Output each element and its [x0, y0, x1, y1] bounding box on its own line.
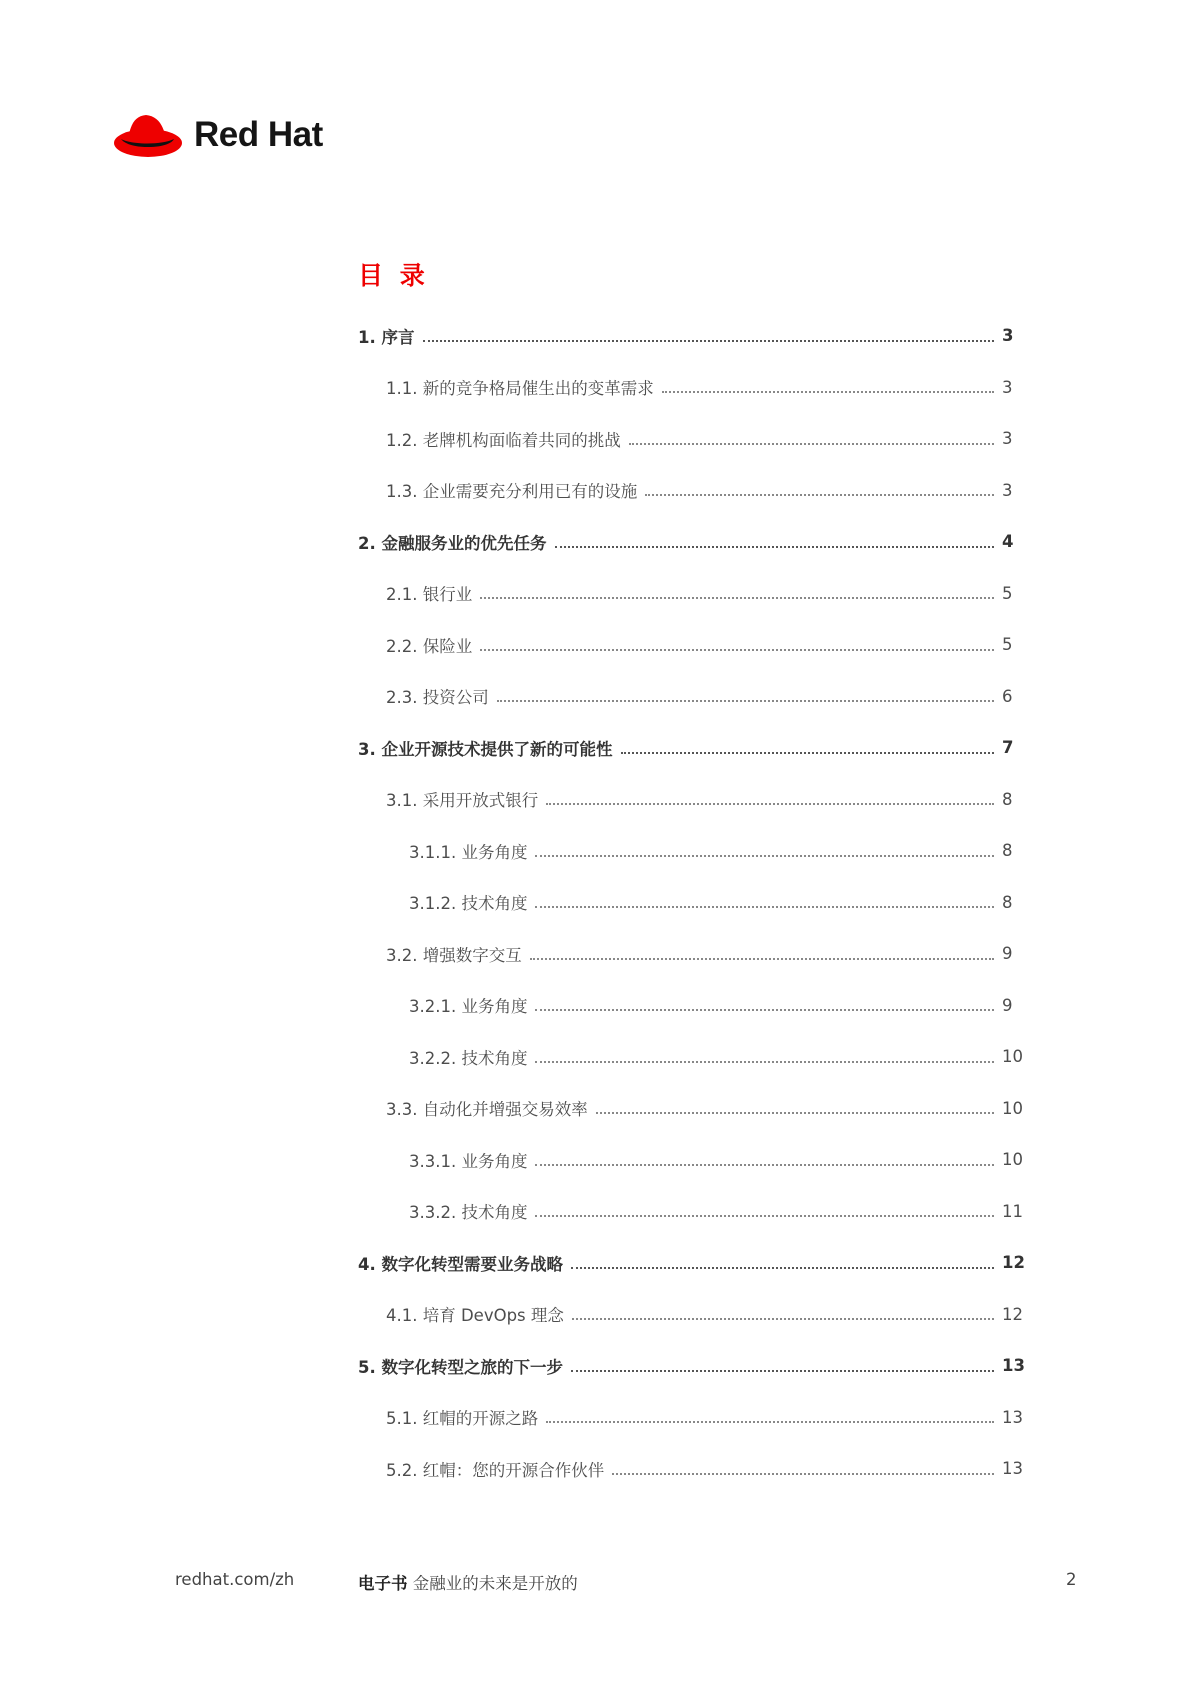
toc-entry-page: 3 [1002, 429, 1013, 449]
toc-title: 目 录 [358, 261, 429, 290]
toc-entry-label: 2. 金融服务业的优先任务 [358, 533, 547, 553]
toc-entry-label: 3.2.1. 业务角度 [409, 997, 528, 1017]
toc-entry-page: 6 [1002, 686, 1013, 706]
toc-leader-dots [535, 906, 994, 908]
toc-entry-label: 2.3. 投资公司 [386, 688, 489, 708]
toc-entry-page: 10 [1002, 1098, 1023, 1118]
toc-entry[interactable] [358, 310, 1028, 362]
toc-entry[interactable] [358, 1237, 1028, 1289]
toc-leader-dots [662, 391, 994, 393]
toc-entry-label: 4. 数字化转型需要业务战略 [358, 1254, 563, 1274]
toc-entry[interactable] [358, 619, 1028, 671]
toc-entry-label: 3. 企业开源技术提供了新的可能性 [358, 739, 613, 759]
toc-entry[interactable] [358, 1031, 1028, 1083]
toc-entry[interactable] [358, 568, 1028, 620]
toc-entry-page: 3 [1002, 326, 1014, 346]
toc-entry-label: 1.1. 新的竞争格局催生出的变革需求 [386, 379, 654, 399]
toc-entry-page: 7 [1002, 738, 1014, 758]
toc-entry[interactable] [358, 1083, 1028, 1135]
toc-entry-label: 2.2. 保险业 [386, 636, 473, 656]
toc-entry-page: 12 [1002, 1304, 1023, 1324]
toc-entry-page: 13 [1002, 1356, 1025, 1376]
toc-entry-page: 4 [1002, 532, 1014, 552]
toc-entry[interactable] [358, 671, 1028, 723]
toc-entry[interactable] [358, 1443, 1028, 1495]
toc-entry-label: 5. 数字化转型之旅的下一步 [358, 1357, 563, 1377]
toc-leader-dots [555, 546, 995, 548]
toc-entry-label: 3.3.1. 业务角度 [409, 1151, 528, 1171]
toc-entry[interactable] [358, 465, 1028, 517]
footer-doc-title: 金融业的未来是开放的 [412, 1574, 578, 1593]
footer-page-number: 2 [1066, 1570, 1077, 1589]
toc-entry[interactable] [358, 980, 1028, 1032]
toc-leader-dots [546, 1421, 994, 1423]
red-hat-icon [112, 110, 182, 160]
footer-document-title [358, 1570, 578, 1594]
toc-leader-dots [535, 855, 994, 857]
toc-entry-page: 3 [1002, 480, 1013, 500]
toc-entry-page: 12 [1002, 1253, 1025, 1273]
toc-entry[interactable] [358, 877, 1028, 929]
toc-entry-label: 3.3.2. 技术角度 [409, 1203, 528, 1223]
toc-leader-dots [645, 494, 994, 496]
toc-entry-page: 9 [1002, 944, 1013, 964]
toc-entry-page: 8 [1002, 841, 1013, 861]
toc-leader-dots [497, 700, 994, 702]
brand-name: Red Hat [194, 115, 323, 154]
toc-entry-page: 11 [1002, 1201, 1023, 1221]
toc-entry[interactable] [358, 1289, 1028, 1341]
toc-leader-dots [571, 1267, 994, 1269]
toc-entry-page: 13 [1002, 1407, 1023, 1427]
toc-entry-label: 1.3. 企业需要充分利用已有的设施 [386, 482, 638, 502]
toc-entry[interactable] [358, 516, 1028, 568]
red-hat-logo [112, 110, 323, 160]
toc-entry[interactable] [358, 774, 1028, 826]
toc-entry-label: 3.2.2. 技术角度 [409, 1048, 528, 1068]
toc-entry-label: 3.2. 增强数字交互 [386, 945, 522, 965]
toc-entry-label: 5.1. 红帽的开源之路 [386, 1409, 539, 1429]
toc-entry[interactable] [358, 1340, 1028, 1392]
footer-doc-type: 电子书 [358, 1574, 408, 1593]
toc-leader-dots [546, 803, 994, 805]
toc-entry-page: 5 [1002, 635, 1013, 655]
footer-url[interactable]: redhat.com/zh [175, 1570, 295, 1589]
toc-entry-label: 3.1.2. 技术角度 [409, 894, 528, 914]
toc-leader-dots [572, 1318, 994, 1320]
toc-entry-label: 3.1. 采用开放式银行 [386, 791, 539, 811]
toc-entry[interactable] [358, 722, 1028, 774]
toc-entry[interactable] [358, 928, 1028, 980]
toc-leader-dots [596, 1112, 994, 1114]
toc-entry-label: 2.1. 银行业 [386, 585, 473, 605]
toc-leader-dots [621, 752, 995, 754]
toc-leader-dots [535, 1061, 994, 1063]
toc-leader-dots [480, 597, 994, 599]
toc-entry-page: 8 [1002, 892, 1013, 912]
toc-entry-label: 1.2. 老牌机构面临着共同的挑战 [386, 430, 621, 450]
toc-leader-dots [612, 1473, 994, 1475]
table-of-contents [358, 310, 1028, 1495]
toc-entry-label: 3.1.1. 业务角度 [409, 842, 528, 862]
toc-leader-dots [535, 1009, 994, 1011]
toc-entry-page: 10 [1002, 1047, 1023, 1067]
toc-leader-dots [535, 1164, 994, 1166]
toc-leader-dots [423, 340, 995, 342]
toc-entry-page: 13 [1002, 1459, 1023, 1479]
toc-entry-label: 3.3. 自动化并增强交易效率 [386, 1100, 588, 1120]
toc-entry[interactable] [358, 1186, 1028, 1238]
toc-entry[interactable] [358, 825, 1028, 877]
toc-entry-label: 5.2. 红帽：您的开源合作伙伴 [386, 1460, 605, 1480]
toc-entry[interactable] [358, 1134, 1028, 1186]
toc-entry-page: 3 [1002, 377, 1013, 397]
toc-leader-dots [530, 958, 994, 960]
toc-leader-dots [629, 443, 994, 445]
toc-entry[interactable] [358, 362, 1028, 414]
toc-entry-page: 9 [1002, 995, 1013, 1015]
toc-entry-page: 8 [1002, 789, 1013, 809]
toc-entry[interactable] [358, 1392, 1028, 1444]
toc-entry-label: 1. 序言 [358, 327, 415, 347]
toc-entry-page: 5 [1002, 583, 1013, 603]
toc-entry[interactable] [358, 413, 1028, 465]
toc-leader-dots [480, 649, 994, 651]
toc-leader-dots [571, 1370, 994, 1372]
toc-leader-dots [535, 1215, 994, 1217]
toc-entry-label: 4.1. 培育 DevOps 理念 [386, 1306, 564, 1326]
toc-entry-page: 10 [1002, 1150, 1023, 1170]
